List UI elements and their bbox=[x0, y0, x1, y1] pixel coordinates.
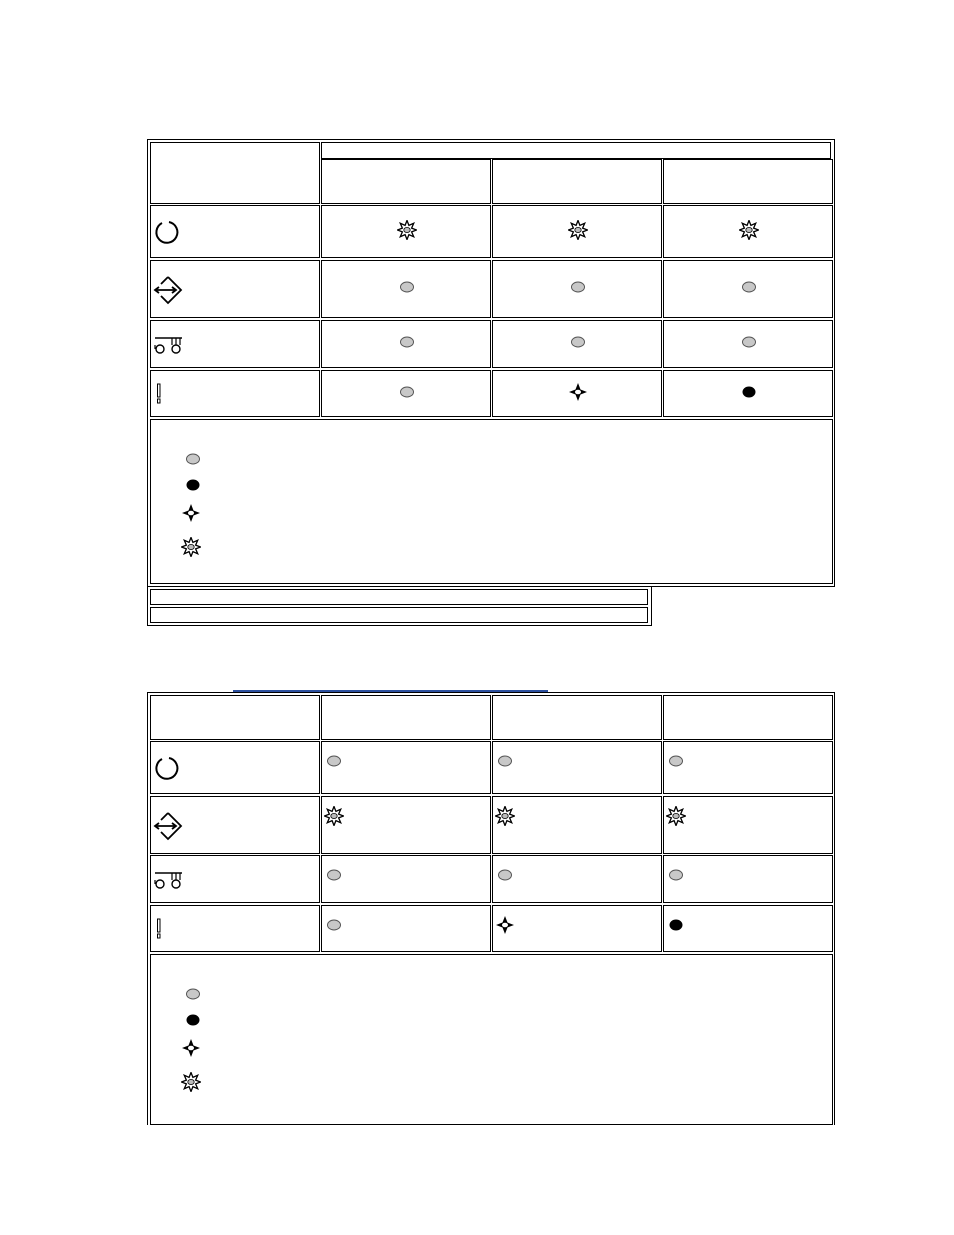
led-flashing-icon bbox=[181, 537, 201, 557]
led-indicator bbox=[739, 277, 759, 297]
led-indicator bbox=[666, 806, 686, 826]
led-cell-r1-c2 bbox=[492, 741, 662, 794]
led-cell-r3-c1 bbox=[321, 855, 491, 903]
led-off-icon bbox=[739, 332, 759, 352]
led-cell-r3-c2 bbox=[492, 320, 662, 368]
led-indicator bbox=[666, 915, 686, 935]
header-label-cell bbox=[150, 142, 320, 204]
led-indicator bbox=[495, 865, 515, 885]
led-status-table-2 bbox=[147, 692, 835, 1125]
led-cell-r1-c3 bbox=[663, 741, 833, 794]
transfer-icon bbox=[153, 275, 183, 305]
led-cell-r3-c1 bbox=[321, 320, 491, 368]
row-label-power bbox=[150, 741, 320, 794]
legend-symbol bbox=[183, 475, 203, 495]
row-label-tape bbox=[150, 855, 320, 903]
led-flashing-icon bbox=[495, 806, 515, 826]
led-off-icon bbox=[183, 984, 203, 1004]
led-cell-r1-c2 bbox=[492, 205, 662, 258]
tape-icon bbox=[154, 336, 184, 356]
led-on-icon bbox=[183, 1010, 203, 1030]
led-indicator bbox=[397, 332, 417, 352]
legend-symbol bbox=[181, 537, 201, 557]
led-off-icon bbox=[324, 751, 344, 771]
led-off-icon bbox=[397, 277, 417, 297]
row-label-attention bbox=[150, 905, 320, 952]
led-off-icon bbox=[397, 332, 417, 352]
row-label-tape bbox=[150, 320, 320, 368]
led-indicator bbox=[324, 806, 344, 826]
led-on-icon bbox=[666, 915, 686, 935]
led-off-icon bbox=[495, 751, 515, 771]
led-indicator bbox=[568, 382, 588, 402]
row-label-power bbox=[150, 205, 320, 258]
led-indicator bbox=[568, 220, 588, 240]
led-off-icon bbox=[324, 915, 344, 935]
led-indicator bbox=[739, 332, 759, 352]
row-label-transfer bbox=[150, 796, 320, 854]
attention-icon bbox=[155, 918, 163, 940]
legend-symbol bbox=[183, 449, 203, 469]
led-cell-r2-c3 bbox=[663, 796, 833, 854]
row-label-transfer bbox=[150, 260, 320, 318]
led-cell-r3-c2 bbox=[492, 855, 662, 903]
led-indicator bbox=[495, 806, 515, 826]
led-cell-r1-c1 bbox=[321, 205, 491, 258]
led-cell-r2-c1 bbox=[321, 796, 491, 854]
led-cell-r3-c3 bbox=[663, 320, 833, 368]
header-column-2 bbox=[492, 695, 662, 740]
header-column-2 bbox=[492, 159, 662, 204]
led-blinking-icon bbox=[568, 382, 588, 402]
led-off-icon bbox=[183, 449, 203, 469]
row-label-attention bbox=[150, 370, 320, 417]
note-row-2 bbox=[150, 607, 648, 623]
legend-symbol bbox=[183, 984, 203, 1004]
led-cell-r4-c3 bbox=[663, 370, 833, 417]
header-column-1 bbox=[321, 159, 491, 204]
led-flashing-icon bbox=[739, 220, 759, 240]
led-flashing-icon bbox=[666, 806, 686, 826]
led-blinking-icon bbox=[181, 503, 201, 523]
transfer-icon bbox=[153, 811, 183, 841]
led-flashing-icon bbox=[181, 1072, 201, 1092]
led-indicator bbox=[666, 751, 686, 771]
legend-symbol bbox=[183, 1010, 203, 1030]
power-icon bbox=[154, 755, 180, 781]
led-indicator bbox=[324, 915, 344, 935]
led-indicator bbox=[739, 220, 759, 240]
led-indicator bbox=[568, 332, 588, 352]
led-flashing-icon bbox=[397, 220, 417, 240]
led-indicator bbox=[324, 751, 344, 771]
led-indicator bbox=[397, 382, 417, 402]
led-cell-r2-c3 bbox=[663, 260, 833, 318]
header-label-cell bbox=[150, 695, 320, 740]
legend-symbol bbox=[181, 1072, 201, 1092]
legend-cell bbox=[150, 419, 833, 584]
attention-icon bbox=[155, 383, 163, 405]
led-off-icon bbox=[666, 865, 686, 885]
led-cell-r2-c2 bbox=[492, 796, 662, 854]
led-indicator bbox=[568, 277, 588, 297]
led-on-icon bbox=[183, 475, 203, 495]
led-indicator bbox=[324, 865, 344, 885]
led-on-icon bbox=[739, 382, 759, 402]
led-off-icon bbox=[739, 277, 759, 297]
notes-box bbox=[147, 586, 652, 626]
led-indicator bbox=[397, 277, 417, 297]
led-off-icon bbox=[568, 332, 588, 352]
note-row-1 bbox=[150, 589, 648, 605]
led-cell-r3-c3 bbox=[663, 855, 833, 903]
tape-icon bbox=[154, 871, 184, 891]
led-cell-r2-c1 bbox=[321, 260, 491, 318]
led-cell-r4-c3 bbox=[663, 905, 833, 952]
led-off-icon bbox=[495, 865, 515, 885]
led-cell-r1-c1 bbox=[321, 741, 491, 794]
led-blinking-icon bbox=[495, 915, 515, 935]
led-cell-r4-c1 bbox=[321, 905, 491, 952]
led-indicator bbox=[495, 751, 515, 771]
led-cell-r4-c2 bbox=[492, 905, 662, 952]
led-blinking-icon bbox=[181, 1038, 201, 1058]
legend-symbol bbox=[181, 1038, 201, 1058]
header-column-3 bbox=[663, 695, 833, 740]
led-cell-r4-c1 bbox=[321, 370, 491, 417]
led-indicator bbox=[397, 220, 417, 240]
header-column-3 bbox=[663, 159, 833, 204]
header-column-1 bbox=[321, 695, 491, 740]
led-cell-r1-c3 bbox=[663, 205, 833, 258]
led-indicator bbox=[666, 865, 686, 885]
led-indicator bbox=[495, 915, 515, 935]
led-indicator bbox=[739, 382, 759, 402]
led-flashing-icon bbox=[568, 220, 588, 240]
led-status-table-1 bbox=[147, 139, 835, 587]
led-flashing-icon bbox=[324, 806, 344, 826]
led-off-icon bbox=[568, 277, 588, 297]
legend-cell bbox=[150, 954, 833, 1125]
led-cell-r4-c2 bbox=[492, 370, 662, 417]
power-icon bbox=[154, 219, 180, 245]
header-group-cell bbox=[321, 142, 831, 159]
led-off-icon bbox=[324, 865, 344, 885]
led-cell-r2-c2 bbox=[492, 260, 662, 318]
led-off-icon bbox=[397, 382, 417, 402]
led-off-icon bbox=[666, 751, 686, 771]
legend-symbol bbox=[181, 503, 201, 523]
